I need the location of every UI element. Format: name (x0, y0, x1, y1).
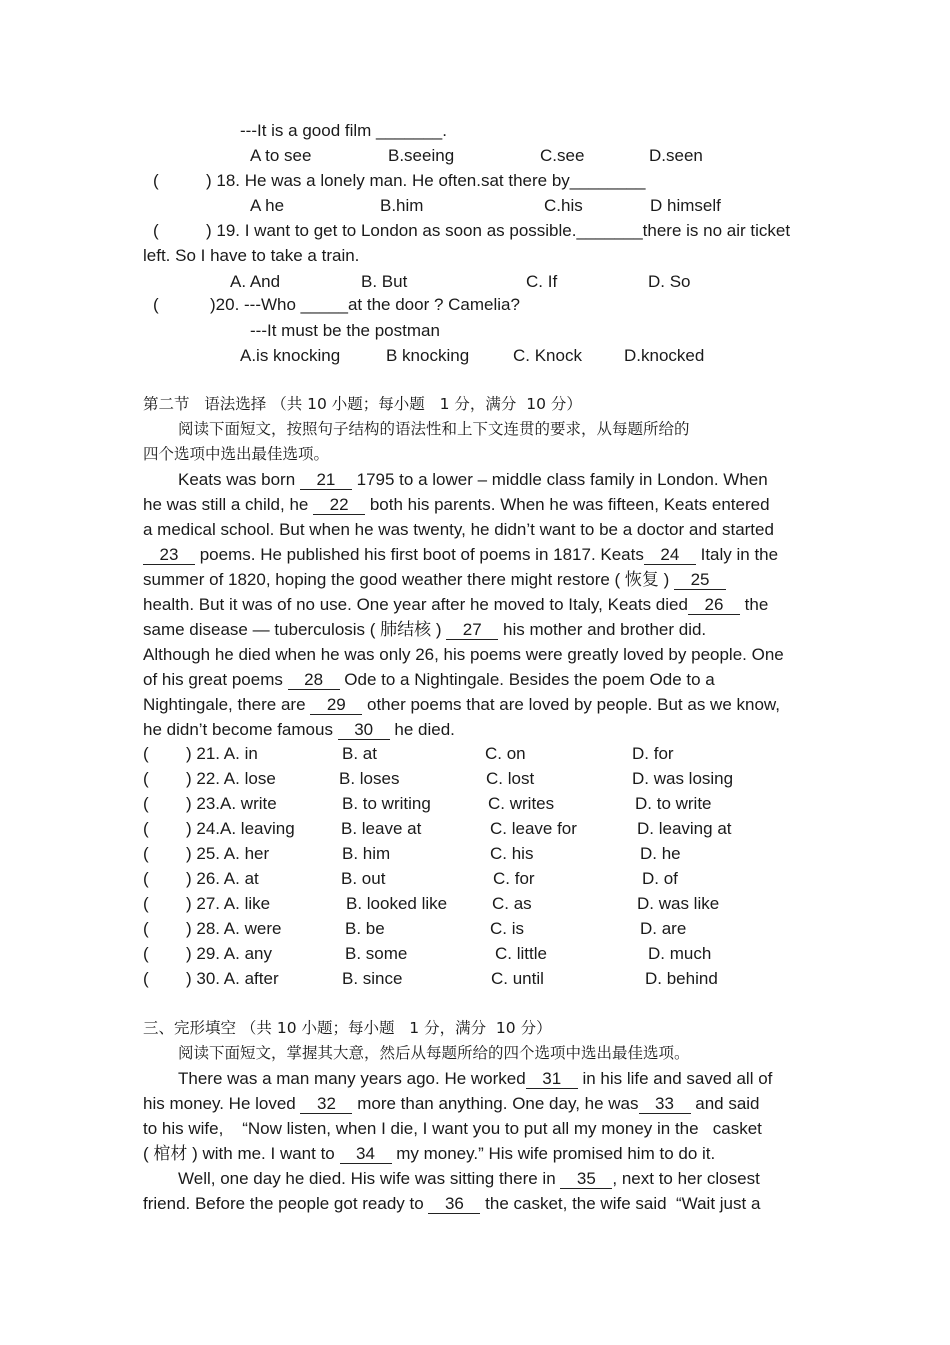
question-21-option-c: C. on (485, 744, 526, 763)
q17-line: ---It is a good film _______. (240, 121, 447, 140)
q17-option-c: C.see (540, 146, 585, 165)
passage-text: of his great poems (143, 669, 288, 689)
answer-paren: ( (143, 794, 149, 813)
question-27-option-b: B. looked like (346, 894, 448, 913)
passage-text: both his parents. When he was fifteen, Keats entered (365, 494, 770, 514)
question-30-option-b: B. since (342, 969, 403, 988)
blank-28: 28 (288, 671, 340, 690)
blank-31: 31 (526, 1070, 578, 1089)
answer-paren: ( (143, 919, 149, 938)
question-21-option-a: ) 21. A. in (186, 744, 258, 763)
q19-stem-continued: left. So I have to take a train. (143, 246, 360, 265)
question-23-option-b: B. to writing (342, 794, 431, 813)
question-28-option-a: ) 28. A. were (186, 919, 282, 938)
blank-29: 29 (310, 696, 362, 715)
q18-option-d: D himself (650, 196, 721, 215)
question-30-option-c: C. until (491, 969, 544, 988)
answer-paren: ( (143, 894, 149, 913)
passage-text: other poems that are loved by people. But as we know, (362, 694, 780, 714)
blank-36: 36 (428, 1195, 480, 1214)
passage-text: in his life and saved all of (577, 1069, 773, 1088)
blank-34: 34 (340, 1145, 392, 1164)
question-29-option-c: C. little (495, 944, 547, 963)
question-25-option-d: D. he (640, 844, 681, 863)
question-30-option-a: ) 30. A. after (186, 969, 279, 988)
question-24-option-b: B. leave at (341, 819, 422, 838)
q19-option-b: B. But (361, 272, 408, 291)
answer-paren: ( (143, 744, 149, 763)
question-21-option-d: D. for (632, 744, 674, 763)
answer-paren: ( (143, 969, 149, 988)
question-23-option-a: ) 23.A. write (186, 794, 277, 813)
passage-text: a medical school. But when he was twenty, he didn’t want to be a doctor and started (143, 519, 774, 539)
passage-text: Nightingale, there are (143, 694, 311, 714)
passage-line (143, 720, 455, 740)
q19-option-a: A. And (230, 272, 281, 291)
question-22-option-b: B. loses (339, 769, 400, 788)
passage-line (143, 1119, 762, 1139)
question-25-option-b: B. him (342, 844, 391, 863)
blank-23: 23 (143, 546, 195, 565)
passage-line (143, 1194, 760, 1214)
passage-text: he didn’t become famous (143, 719, 338, 739)
question-27-option-a: ) 27. A. like (186, 894, 271, 913)
passage-text: more than anything. One day, he was (352, 1094, 639, 1113)
q20-option-c: C. Knock (513, 346, 582, 365)
q20-stem: )20. ---Who _____at the door ? Camelia? (210, 295, 520, 314)
question-30-option-d: D. behind (645, 969, 718, 988)
passage-line (143, 545, 778, 565)
blank-24: 24 (644, 546, 696, 565)
q19-option-d: D. So (648, 272, 691, 291)
question-25-option-a: ) 25. A. her (186, 844, 270, 863)
passage-line (143, 1094, 760, 1114)
question-27-option-c: C. as (492, 894, 532, 913)
passage-text: to his wife, “Now listen, when I die, I want you to put all my money in the casket (143, 1119, 762, 1138)
passage-text: friend. Before the people got ready to (143, 1194, 429, 1213)
answer-paren: ( (143, 944, 149, 963)
blank-33: 33 (639, 1095, 691, 1114)
q17-option-b: B.seeing (388, 146, 455, 165)
question-29-option-b: B. some (345, 944, 408, 963)
q18-paren: ( (153, 171, 159, 190)
passage-text: he died. (389, 719, 455, 739)
passage-line (143, 595, 768, 615)
q17-option-d: D.seen (649, 146, 703, 165)
passage-text: health. But it was of no use. One year after he moved to Italy, Keats died (143, 594, 688, 614)
passage-text: Italy in the (695, 544, 779, 564)
q20-option-b: B knocking (386, 346, 470, 365)
answer-paren: ( (143, 769, 149, 788)
passage-line (178, 1069, 772, 1089)
passage-text: his money. He loved (143, 1094, 301, 1113)
section3-title: 三、完形填空 （共 10 小题；每小题 1 分，满分 10 分） (143, 1019, 552, 1037)
passage-line (143, 695, 780, 715)
passage-text: my money.” His wife promised him to do it. (391, 1144, 716, 1163)
blank-22: 22 (313, 496, 365, 515)
q18-stem: ) 18. He was a lonely man. He often.sat there by________ (206, 171, 646, 190)
section3-instruction: 阅读下面短文，掌握其大意，然后从每题所给的四个选项中选出最佳选项。 (178, 1044, 690, 1062)
passage-text: and said (690, 1094, 760, 1113)
passage-text: his mother and brother did. (498, 619, 707, 639)
question-22-option-c: C. lost (486, 769, 535, 788)
question-23-option-c: C. writes (488, 794, 555, 813)
question-23-option-d: D. to write (635, 794, 712, 813)
question-26-option-a: ) 26. A. at (186, 869, 259, 888)
question-27-option-d: D. was like (637, 894, 720, 913)
question-24-option-c: C. leave for (490, 819, 577, 838)
blank-30: 30 (338, 721, 390, 740)
passage-text: same disease — tuberculosis ( 肺结核 ) (143, 619, 447, 639)
question-21-option-b: B. at (342, 744, 377, 763)
passage-line (143, 1144, 715, 1164)
q17-option-a: A to see (250, 146, 312, 165)
section2-instruction-2: 四个选项中选出最佳选项。 (143, 445, 330, 463)
passage-line (143, 645, 784, 665)
question-28-option-d: D. are (640, 919, 687, 938)
q20-paren: ( (153, 295, 159, 314)
question-25-option-c: C. his (490, 844, 534, 863)
passage-line (143, 620, 706, 640)
question-24-option-a: ) 24.A. leaving (186, 819, 295, 838)
passage-text: he was still a child, he (143, 494, 314, 514)
section2-instruction-1: 阅读下面短文，按照句子结构的语法性和上下文连贯的要求，从每题所给的 (178, 420, 690, 438)
question-24-option-d: D. leaving at (637, 819, 732, 838)
passage-text: Ode to a Nightingale. Besides the poem Ode to a (339, 669, 715, 689)
blank-35: 35 (560, 1170, 612, 1189)
q20-line2: ---It must be the postman (250, 321, 440, 340)
passage-text: summer of 1820, hoping the good weather there might restore ( 恢复 ) (143, 569, 675, 589)
answer-paren: ( (143, 819, 149, 838)
passage-text: the casket, the wife said “Wait just a (480, 1194, 761, 1213)
q18-option-a: A he (250, 196, 285, 215)
q19-option-c: C. If (526, 272, 558, 291)
q18-option-c: C.his (544, 196, 583, 215)
blank-27: 27 (446, 621, 498, 640)
passage-text: the (739, 594, 769, 614)
passage-text: Keats was born (178, 470, 300, 489)
answer-paren: ( (143, 869, 149, 888)
blank-25: 25 (674, 571, 726, 590)
question-29-option-a: ) 29. A. any (186, 944, 272, 963)
q20-option-d: D.knocked (624, 346, 705, 365)
question-26-option-d: D. of (642, 869, 678, 888)
answer-paren: ( (143, 844, 149, 863)
question-22-option-d: D. was losing (632, 769, 734, 788)
blank-32: 32 (300, 1095, 352, 1114)
question-22-option-a: ) 22. A. lose (186, 769, 276, 788)
passage-text: ( 棺材 ) with me. I want to (143, 1144, 340, 1163)
question-26-option-b: B. out (341, 869, 386, 888)
passage-line (143, 570, 726, 590)
passage-line (178, 470, 768, 490)
passage-text: poems. He published his first boot of poems in 1817. Keats (195, 544, 644, 564)
passage-line (178, 1169, 760, 1189)
passage-line (143, 495, 770, 515)
q19-paren: ( (153, 221, 159, 240)
passage-text: Well, one day he died. His wife was sitting there in (178, 1169, 561, 1188)
passage-line (143, 670, 715, 690)
passage-text: Although he died when he was only 26, his poems were greatly loved by people. One (143, 644, 784, 664)
blank-21: 21 (300, 471, 352, 490)
question-29-option-d: D. much (648, 944, 712, 963)
q20-option-a: A.is knocking (240, 346, 341, 365)
passage-text: , next to her closest (612, 1169, 760, 1188)
question-28-option-c: C. is (490, 919, 524, 938)
passage-text: There was a man many years ago. He worked (178, 1069, 526, 1088)
blank-26: 26 (688, 596, 740, 615)
question-28-option-b: B. be (345, 919, 385, 938)
section2-title: 第二节 语法选择 （共 10 小题；每小题 1 分，满分 10 分） (143, 395, 582, 413)
passage-text: 1795 to a lower – middle class family in London. When (351, 470, 768, 489)
question-26-option-c: C. for (493, 869, 535, 888)
q19-stem: ) 19. I want to get to London as soon as possible._______there is no air ticket (206, 221, 791, 240)
q18-option-b: B.him (380, 196, 424, 215)
passage-line (143, 520, 774, 540)
